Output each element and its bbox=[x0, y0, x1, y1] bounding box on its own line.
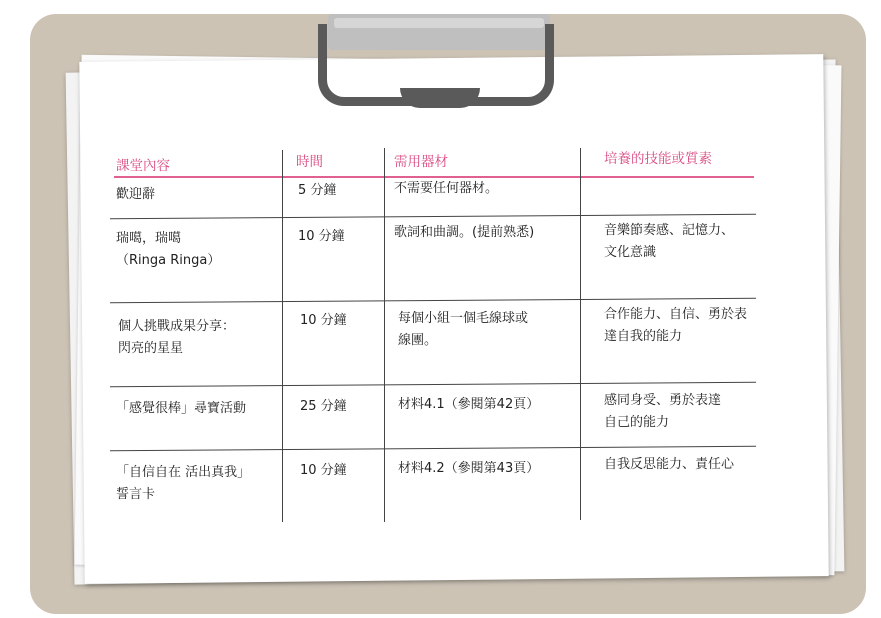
clip-knob bbox=[400, 88, 480, 108]
table-row-2-skills: 音樂節奏感、記憶力、 文化意識 bbox=[604, 223, 735, 260]
column-divider-1 bbox=[282, 150, 283, 522]
table-row-1-materials: 不需要任何器材。 bbox=[394, 181, 499, 196]
table-row-3-materials: 每個小組一個毛線球或 線團。 bbox=[398, 311, 529, 348]
table-row-1-time: 5 分鐘 bbox=[298, 183, 337, 198]
table-row-2-time: 10 分鐘 bbox=[298, 229, 345, 244]
header-content: 課堂內容 bbox=[116, 158, 170, 174]
table-row-4-content: 「感覺很棒」尋寶活動 bbox=[116, 401, 247, 416]
column-divider-2 bbox=[384, 148, 385, 522]
table-row-2-materials: 歌詞和曲調。(提前熟悉) bbox=[394, 225, 535, 240]
table-row-1-content: 歡迎辭 bbox=[116, 187, 156, 202]
column-divider-3 bbox=[580, 148, 581, 520]
table-row-2-content: 瑞噶，瑞噶 （Ringa Ringa） bbox=[116, 231, 221, 268]
table-row-3-time: 10 分鐘 bbox=[300, 313, 347, 328]
table-row-3-skills: 合作能力、自信、勇於表 達自我的能力 bbox=[604, 307, 748, 344]
table-row-4-skills: 感同身受、勇於表達 自己的能力 bbox=[604, 393, 722, 430]
header-time: 時間 bbox=[296, 154, 323, 170]
header-skills: 培養的技能或質素 bbox=[604, 151, 712, 167]
table-row-5-materials: 材料4.2（參閱第43頁） bbox=[398, 461, 540, 476]
table-row-4-time: 25 分鐘 bbox=[300, 399, 347, 414]
table-row-3-content: 個人挑戰成果分享： 閃亮的星星 bbox=[118, 319, 236, 356]
table-row-5-skills: 自我反思能力、責任心 bbox=[604, 457, 735, 472]
table-row-5-content: 「自信自在 活出真我」 誓言卡 bbox=[116, 465, 251, 502]
table-row-5-time: 10 分鐘 bbox=[300, 463, 347, 478]
table-row-4-materials: 材料4.1（參閱第42頁） bbox=[398, 397, 540, 412]
header-materials: 需用器材 bbox=[394, 154, 448, 170]
